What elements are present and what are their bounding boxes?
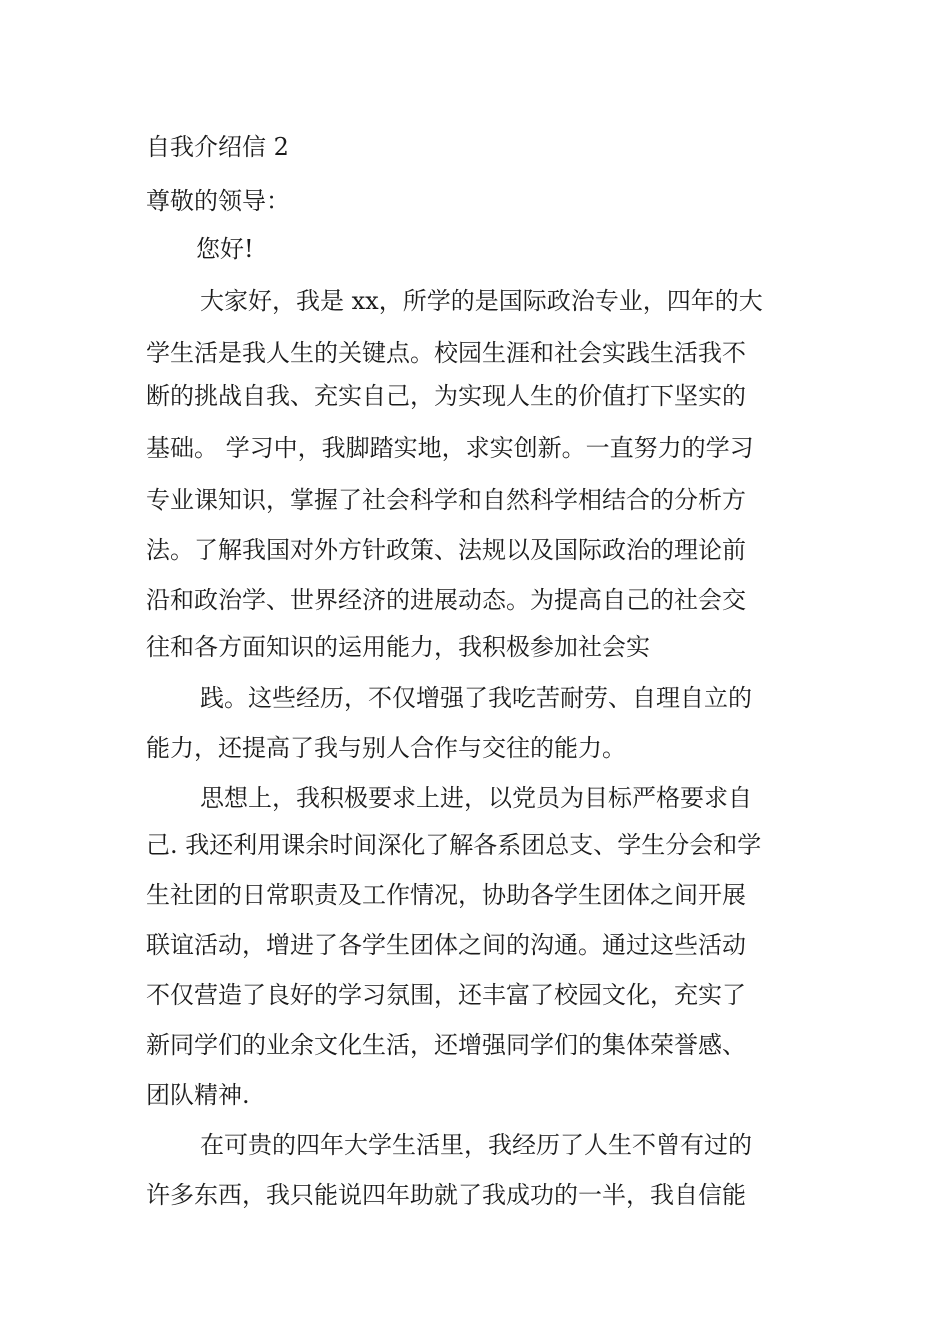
- paragraph-line: 践。这些经历，不仅增强了我吃苦耐劳、自理自立的: [200, 684, 752, 712]
- greeting: 您好!: [196, 235, 254, 263]
- paragraph-line: 生社团的日常职责及工作情况，协助各学生团体之间开展: [146, 881, 746, 909]
- paragraph-line: 思想上，我积极要求上进，以党员为目标严格要求自: [200, 784, 752, 812]
- paragraph-line: 沿和政治学、世界经济的进展动态。为提高自己的社会交: [146, 586, 746, 614]
- paragraph-line: 在可贵的四年大学生活里，我经历了人生不曾有过的: [200, 1131, 752, 1159]
- paragraph-line: 基础。 学习中，我脚踏实地，求实创新。一直努力的学习: [146, 434, 754, 462]
- paragraph-line: 联谊活动，增进了各学生团体之间的沟通。通过这些活动: [146, 931, 746, 959]
- paragraph-line: 己. 我还利用课余时间深化了解各系团总支、学生分会和学: [146, 831, 762, 859]
- paragraph-line: 不仅营造了良好的学习氛围，还丰富了校园文化，充实了: [146, 981, 746, 1009]
- document-title: 自我介绍信 2: [146, 133, 289, 161]
- paragraph-line: 新同学们的业余文化生活，还增强同学们的集体荣誉感、: [146, 1031, 746, 1059]
- paragraph-line: 法。了解我国对外方针政策、法规以及国际政治的理论前: [146, 536, 746, 564]
- paragraph-line: 团队精神.: [146, 1081, 250, 1109]
- paragraph-line: 能力，还提高了我与别人合作与交往的能力。: [146, 734, 626, 762]
- paragraph-line: 大家好，我是 xx，所学的是国际政治专业，四年的大: [200, 287, 763, 315]
- paragraph-line: 学生活是我人生的关键点。校园生涯和社会实践生活我不: [146, 339, 746, 367]
- salutation: 尊敬的领导：: [146, 187, 290, 215]
- paragraph-line: 专业课知识，掌握了社会科学和自然科学相结合的分析方: [146, 486, 746, 514]
- paragraph-line: 许多东西，我只能说四年助就了我成功的一半，我自信能: [146, 1181, 746, 1209]
- paragraph-line: 断的挑战自我、充实自己，为实现人生的价值打下坚实的: [146, 382, 746, 410]
- paragraph-line: 往和各方面知识的运用能力，我积极参加社会实: [146, 633, 650, 661]
